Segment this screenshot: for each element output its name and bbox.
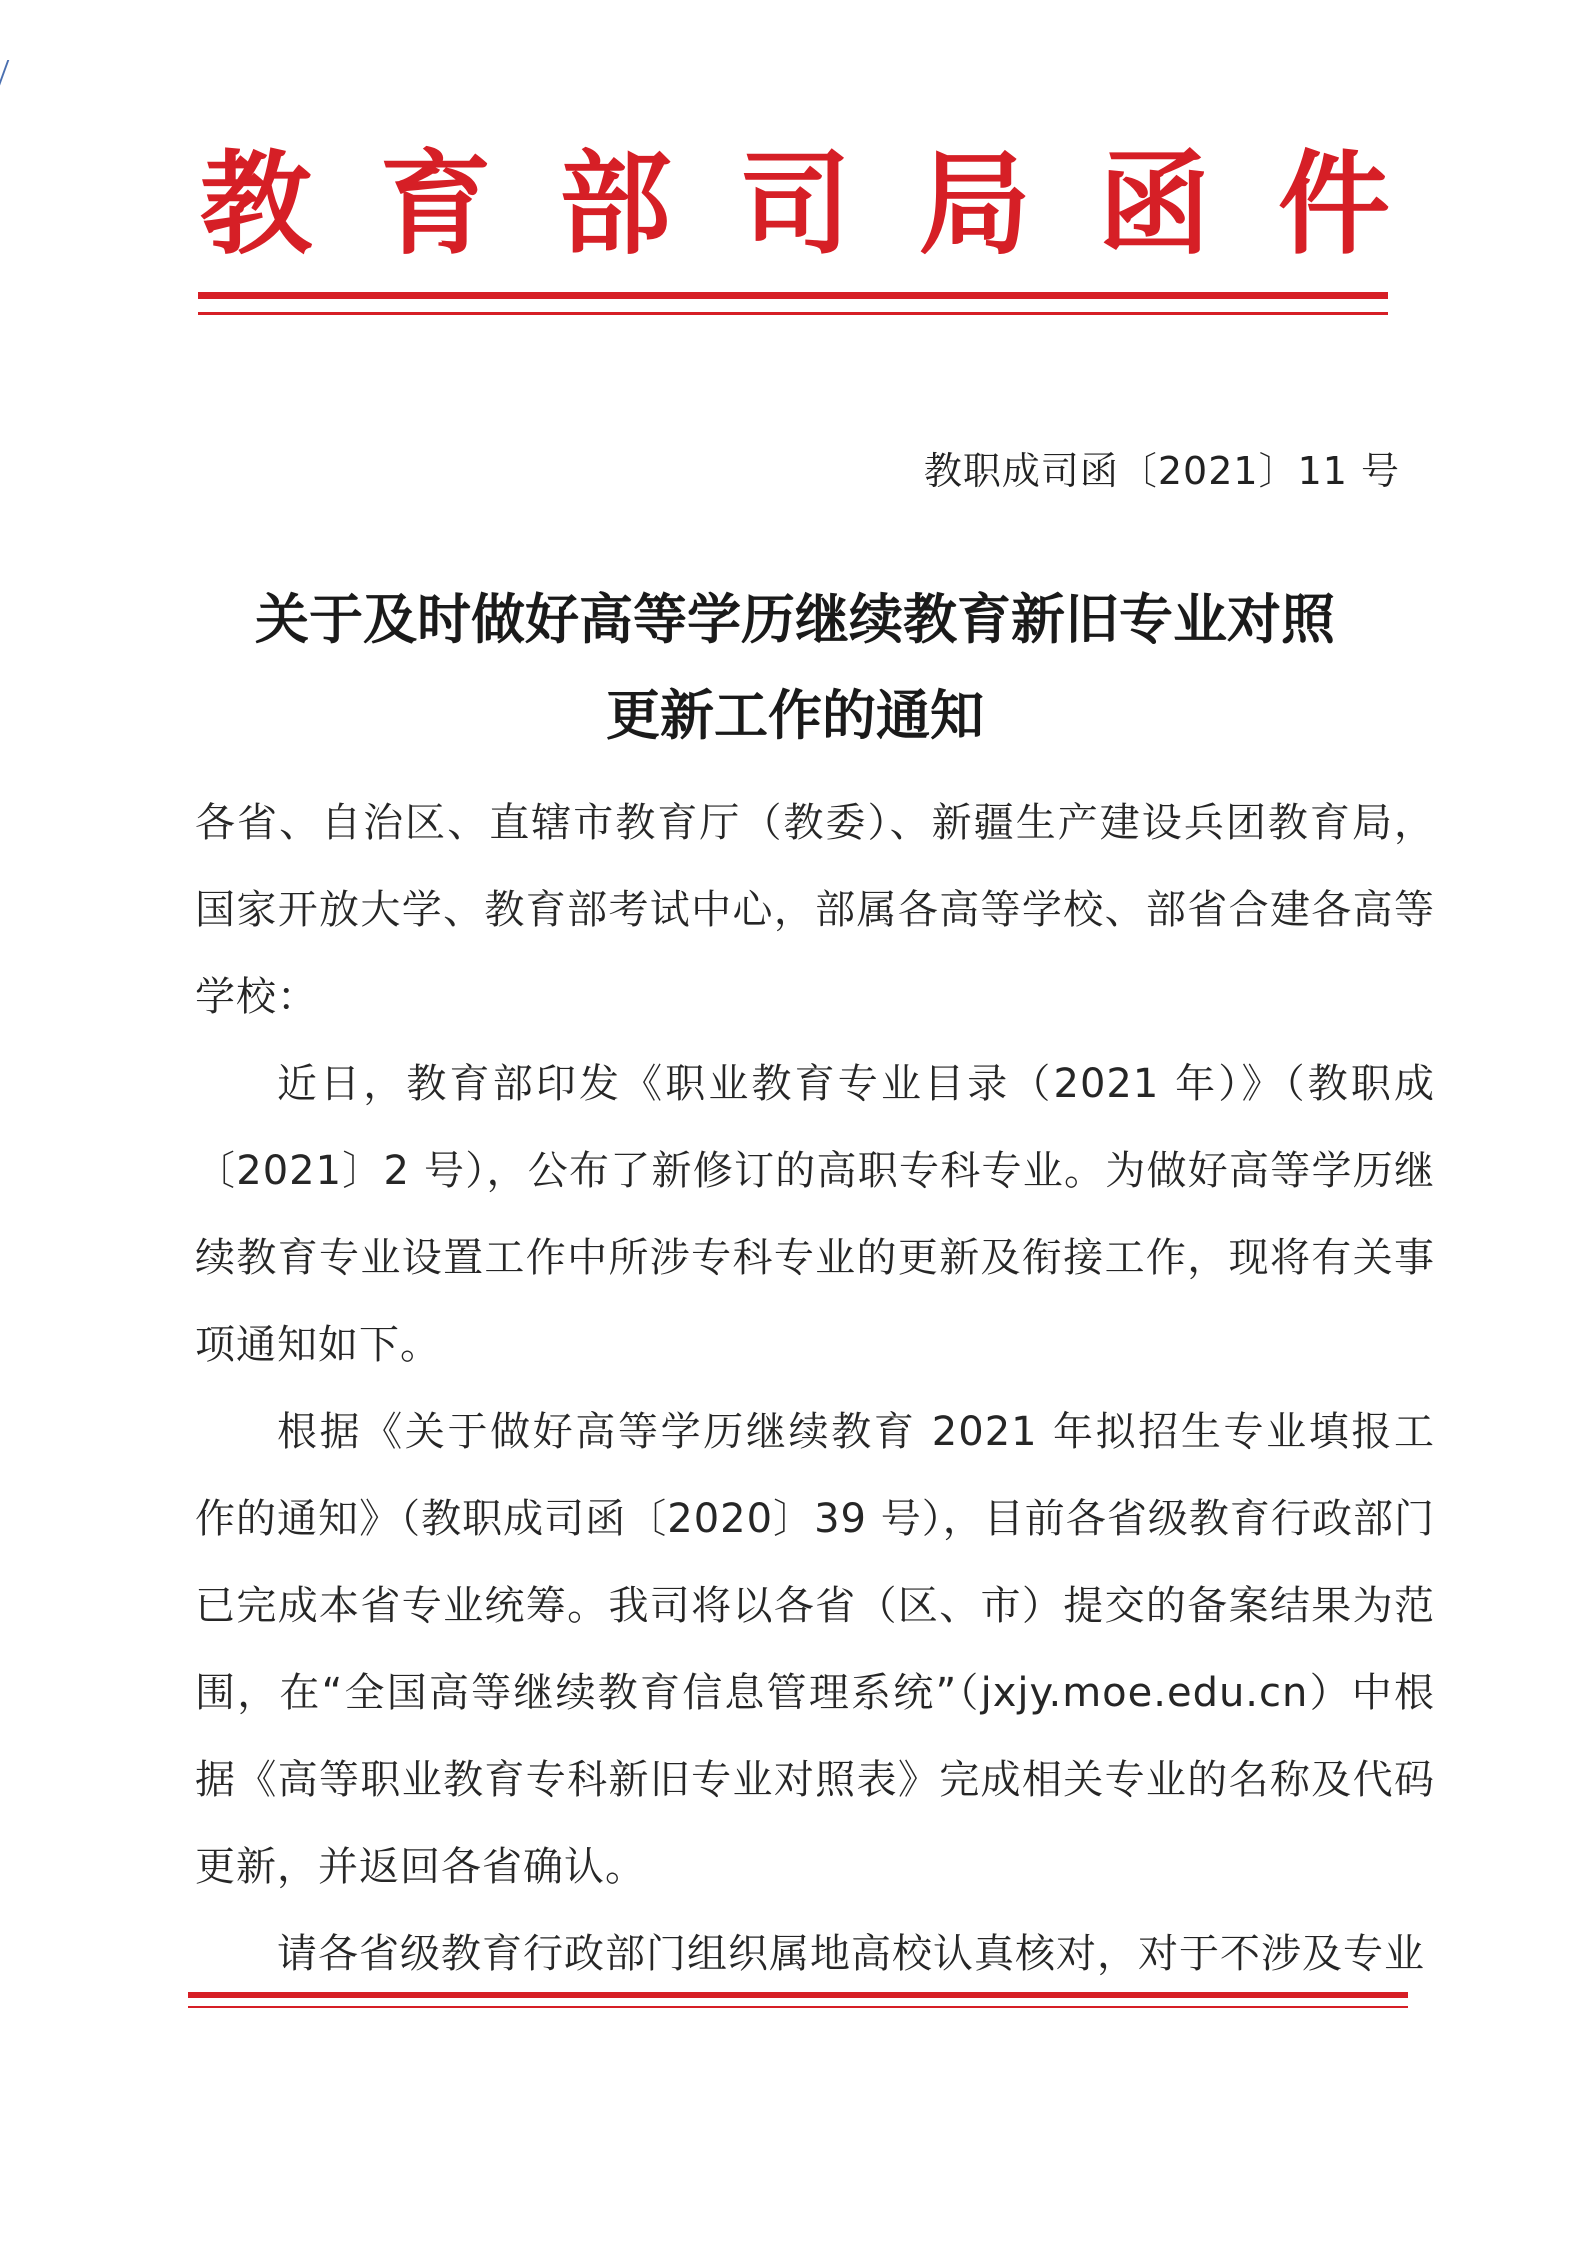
title-line-2: 更新工作的通知 — [606, 684, 984, 747]
letterhead-char: 育 — [379, 139, 492, 270]
header-divider-thin — [198, 312, 1388, 315]
paragraph-2: 根据《关于做好高等学历继续教育 2021 年拟招生专业填报工作的通知》（教职成司函〔2020〕39 号），目前各省级教育行政部门已完成本省专业统筹。我司将以各省（区、市）提交的备案结果为范围，在“全国高等继续教育信息管理系统”（jxjy.moe.edu.cn）中根据《高等职业教育专科新旧专业对照表》完成相关专业的名称及代码更新，并返回各省确认。 — [195, 1409, 1435, 1890]
footer-divider-thick — [188, 1992, 1408, 1998]
letterhead-char: 部 — [559, 139, 672, 270]
document-title — [200, 572, 1390, 764]
scan-edge-mark — [0, 60, 19, 100]
title-line-1: 关于及时做好高等学历继续教育新旧专业对照 — [255, 588, 1335, 651]
addressee: 各省、自治区、直辖市教育厅（教委）、新疆生产建设兵团教育局，国家开放大学、教育部考试中心，部属各高等学校、部省合建各高等学校： — [195, 800, 1435, 1020]
footer-divider-thin — [188, 2006, 1408, 2008]
document-body — [195, 780, 1435, 1998]
document-number: 教职成司函〔2021〕11 号 — [923, 449, 1400, 493]
letterhead-char: 函 — [1098, 139, 1211, 270]
letterhead-char: 件 — [1277, 139, 1390, 270]
paragraph-1: 近日，教育部印发《职业教育专业目录（2021 年）》（教职成〔2021〕2 号），公布了新修订的高职专科专业。为做好高等学历继续教育专业设置工作中所涉专科专业的更新及衔接工作，现将有关事项通知如下。 — [195, 1061, 1435, 1368]
header-divider-thick — [198, 292, 1388, 299]
letterhead-char: 司 — [738, 139, 851, 270]
letterhead-char: 教 — [200, 139, 312, 270]
letterhead-char: 局 — [918, 139, 1031, 270]
paragraph-3: 请各省级教育行政部门组织属地高校认真核对，对于不涉及专业 — [277, 1931, 1425, 1977]
letterhead — [200, 130, 1390, 280]
